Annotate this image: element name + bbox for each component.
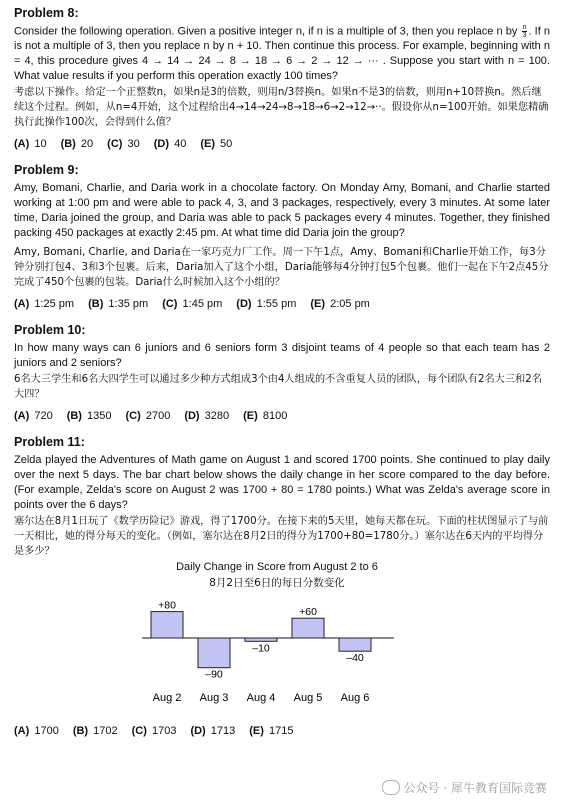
category-label: Aug 6	[340, 692, 370, 705]
problem-text-cn: 考虑以下操作。给定一个正整数n，如果n是3的倍数，则用n/3替换n。如果n不是3的倍数，则用n+10替换n。然后继续这个过程。例如，从n=4开始，这个过程给出4→14→24→8→18→6→2→12→··。假设你从n=100开始。如果您精确执行此操作100次，会得到什么值？	[14, 87, 549, 129]
choice-value: 2:05 pm	[327, 298, 370, 311]
problem-11	[14, 435, 550, 737]
answer-choice	[236, 298, 296, 310]
answer-choices	[14, 410, 550, 422]
choice-value: 1702	[90, 725, 118, 738]
watermark	[382, 779, 547, 796]
choice-value: 1:25 pm	[31, 298, 75, 311]
choice-label: (D)	[153, 138, 170, 151]
choice-value: 1713	[207, 725, 236, 738]
choice-value: 8100	[259, 410, 288, 423]
choice-label: (C)	[125, 410, 141, 423]
choice-label: (B)	[88, 298, 104, 311]
answer-choices	[14, 138, 550, 150]
problem-10	[14, 323, 550, 422]
choice-value: 1:35 pm	[105, 298, 149, 311]
bar	[151, 612, 183, 638]
problem-text-en: In how many ways can 6 juniors and 6 seniors form 3 disjoint teams of 4 people so that each team has 2 juniors and 2 seniors?	[14, 342, 550, 370]
bar-chart-svg	[142, 590, 412, 710]
category-label: Aug 2	[152, 692, 182, 705]
answer-choice	[154, 138, 187, 150]
choice-value: 1715	[265, 725, 294, 738]
choice-label: (A)	[14, 298, 30, 311]
score-change-chart	[142, 561, 412, 711]
answer-choice	[14, 298, 74, 310]
problem-text-cn: 塞尔达在8月1日玩了《数学历险记》游戏，得了1700分。在接下来的5天里，她每天都在玩。下面的柱状图显示了与前一天相比，她的得分每天的变化。（例如，塞尔达在8月2日的得分为1700+80=1780分。）塞尔达在6天内的平均得分是多少？	[14, 516, 549, 558]
answer-choice	[14, 410, 53, 422]
answer-choice	[88, 298, 148, 310]
answer-choice	[200, 138, 232, 150]
answer-choice	[243, 410, 287, 422]
choice-value: 10	[31, 138, 47, 151]
choice-label: (E)	[243, 410, 258, 423]
answer-choice	[14, 725, 59, 737]
choice-label: (D)	[184, 410, 200, 423]
fraction-n-over-3: $\frac{n}{3}$	[522, 24, 527, 39]
chart-subtitle: 8月2日至6日的每日分数变化	[209, 577, 345, 590]
answer-choice	[107, 138, 140, 150]
choice-value: 1:55 pm	[253, 298, 297, 311]
choice-label: (A)	[14, 410, 30, 423]
page	[14, 6, 550, 737]
choice-label: (D)	[236, 298, 252, 311]
bar	[245, 638, 277, 641]
answer-choices	[14, 298, 550, 310]
bar	[292, 619, 324, 639]
choice-value: 2700	[142, 410, 171, 423]
answer-choice	[184, 410, 229, 422]
bar	[339, 638, 371, 651]
choice-label: (B)	[66, 410, 82, 423]
choice-label: (A)	[14, 138, 30, 151]
wechat-icon	[382, 780, 400, 795]
problem-text-en: Zelda played the Adventures of Math game on August 1 and scored 1700 points. She continued to play daily over the next 5 days. The bar chart below shows the daily change in her score compared to the day before. (For example, Zelda's score on August 2 was 1700 + 80 = 1780 points.) What was Zelda's average score in points over the 6 days?	[14, 454, 550, 512]
answer-choice	[249, 725, 293, 737]
choice-label: (C)	[131, 725, 147, 738]
category-label: Aug 3	[199, 692, 229, 705]
choice-value: 1703	[148, 725, 177, 738]
answer-choice	[132, 725, 177, 737]
choice-label: (C)	[107, 138, 123, 151]
choice-label: (D)	[190, 725, 206, 738]
problem-text-en: Consider the following operation. Given a positive integer n, if n is a multiple of 3, then you replace n by $\frac{n}{3}$ . If n is not a multiple of 3, then you replace n by n + 10. Then continue this process. For example, beginning with n = 4, this procedure gives 4 → 14 → 24 → 8 → 18 → 6 → 2 → 12 → ··· . Suppose you start with n = 100. What value results if you perform this operation exactly 100 times?	[14, 24, 551, 83]
choice-label: (E)	[310, 298, 326, 311]
choice-label: (A)	[14, 725, 30, 738]
choice-value: 1700	[31, 725, 59, 738]
problem-text-cn: 6名大三学生和6名大四学生可以通过多少种方式组成3个由4人组成的不含重复人员的团队，每个团队有2名大三和2名大四？	[14, 374, 542, 401]
problem-title: Problem 9:	[14, 163, 79, 178]
choice-value: 20	[77, 138, 94, 151]
bar-value-label: –90	[205, 669, 223, 682]
watermark-text: 公众号 · 犀牛教育国际竞赛	[403, 781, 547, 795]
choice-value: 1:45 pm	[179, 298, 223, 311]
choice-label: (C)	[162, 298, 178, 311]
bar	[198, 638, 230, 668]
bar-value-label: +80	[158, 600, 176, 613]
problem-text-cn: Amy, Bomani, Charlie, and Daria在一家巧克力厂工作。周一下午1点，Amy、Bomani和Charlie开始工作，每3分钟分别打包4、3和3个包裹。后来，Daria加入了这个小组，Daria能够每4分钟打包5个包裹。他们一起在下午2点45分完成了450个包裹的包装。Daria什么时候加入这个小组的？	[14, 247, 549, 289]
choice-label: (B)	[72, 725, 89, 738]
choice-value: 30	[124, 138, 140, 151]
answer-choice	[162, 298, 222, 310]
problem-title: Problem 11:	[14, 435, 85, 450]
answer-choice	[67, 410, 112, 422]
answer-choice	[190, 725, 235, 737]
choice-value: 3280	[201, 410, 230, 423]
category-label: Aug 4	[246, 692, 276, 705]
choice-value: 720	[31, 410, 53, 423]
choice-value: 50	[216, 138, 233, 151]
bar-value-label: –10	[252, 642, 270, 655]
choice-value: 1350	[83, 410, 112, 423]
problem-text-en: Amy, Bomani, Charlie, and Daria work in a chocolate factory. On Monday Amy, Bomani, and Charlie started working at 1:00 pm and were able to pack 4, 3, and 3 packages, respectively, every 3 minutes. At some later time, Daria joined the group, and Daria was able to pack 5 packages every 4 minutes. Together, they finished packing 450 packages at exactly 2:45 pm. At what time did Daria join the group?	[14, 182, 550, 240]
answer-choice	[73, 725, 118, 737]
choice-label: (E)	[200, 138, 215, 151]
choice-value: 40	[171, 138, 187, 151]
answer-choice	[126, 410, 171, 422]
answer-choice	[61, 138, 94, 150]
problem-title: Problem 10:	[14, 323, 86, 338]
chart-title: Daily Change in Score from August 2 to 6	[176, 561, 378, 574]
answer-choices	[14, 725, 550, 737]
answer-choice	[310, 298, 369, 310]
choice-label: (E)	[249, 725, 264, 738]
problem-9	[14, 163, 550, 310]
category-label: Aug 5	[293, 692, 323, 705]
answer-choice	[14, 138, 47, 150]
problem-8	[14, 6, 550, 150]
choice-label: (B)	[60, 138, 76, 151]
bar-value-label: +60	[299, 606, 317, 619]
bar-value-label: –40	[346, 652, 364, 665]
problem-title: Problem 8:	[14, 6, 79, 20]
